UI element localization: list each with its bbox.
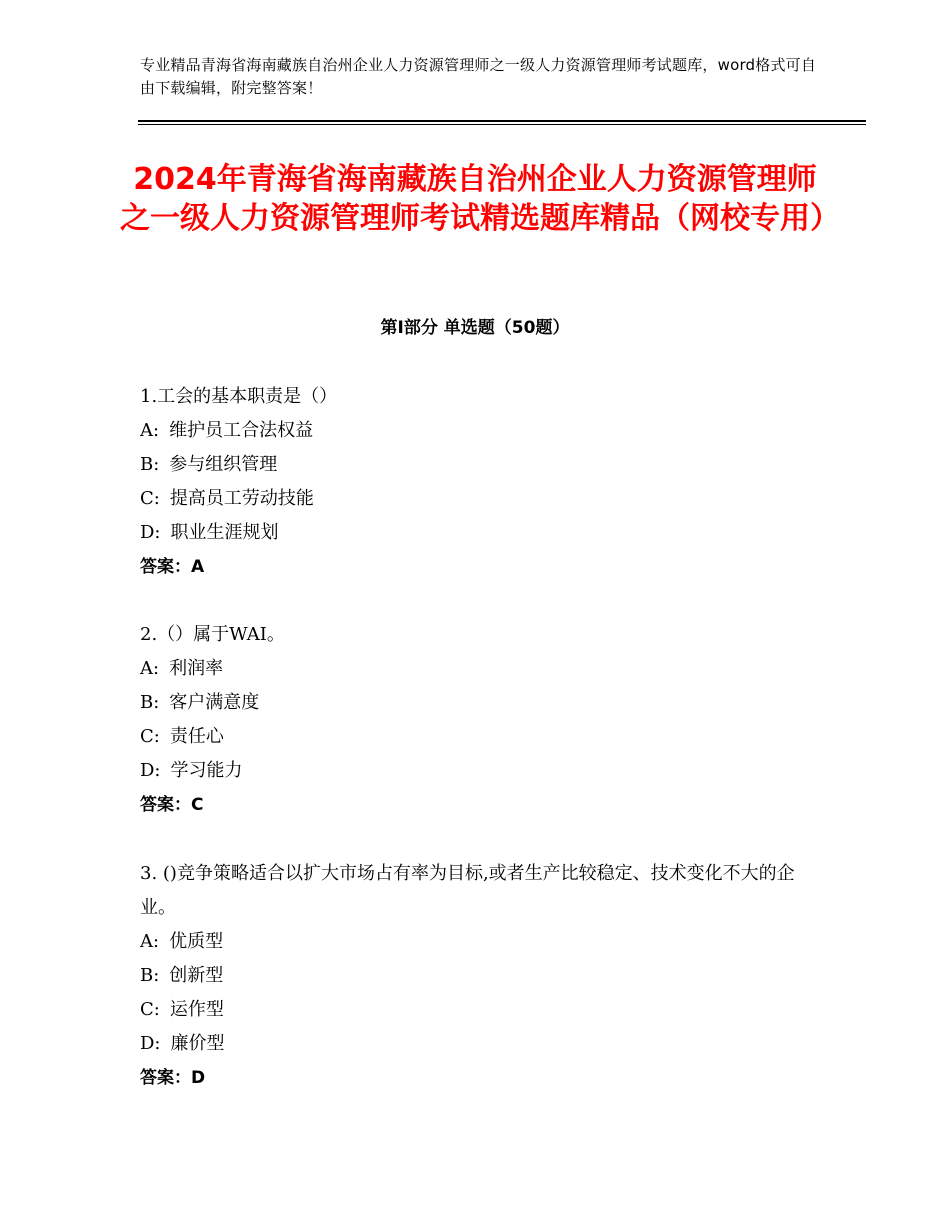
option-letter: B: (140, 692, 160, 713)
option-text: 职业生涯规划 (170, 522, 279, 543)
option-d (140, 1027, 820, 1061)
option-c (140, 482, 820, 516)
option-text: 提高员工劳动技能 (169, 488, 314, 509)
answer-line: 答案：A (140, 557, 205, 577)
option-d (140, 516, 820, 550)
question-stem: 2.（）属于WAI。 (140, 624, 285, 645)
option-letter: A: (140, 931, 160, 952)
option-b (140, 448, 820, 482)
option-text: 参与组织管理 (169, 454, 278, 475)
answer-line: 答案：C (140, 795, 204, 815)
option-letter: C: (140, 726, 160, 747)
option-text: 责任心 (169, 726, 224, 747)
option-d (140, 754, 820, 788)
option-letter: D: (140, 1033, 161, 1054)
option-letter: D: (140, 760, 161, 781)
option-text: 创新型 (169, 965, 224, 986)
question-1 (140, 380, 820, 584)
question-stem: 3. ()竞争策略适合以扩大市场占有率为目标,或者生产比较稳定、技术变化不大的企业。 (140, 863, 795, 918)
option-text: 运作型 (169, 999, 224, 1020)
option-a (140, 414, 820, 448)
header-divider-thin (138, 124, 866, 125)
option-letter: C: (140, 999, 160, 1020)
question-2 (140, 618, 820, 822)
option-text: 学习能力 (170, 760, 243, 781)
option-b (140, 686, 820, 720)
option-a (140, 652, 820, 686)
answer-line: 答案：D (140, 1068, 206, 1088)
option-text: 优质型 (169, 931, 224, 952)
option-text: 维护员工合法权益 (169, 420, 314, 441)
option-a (140, 925, 820, 959)
option-letter: D: (140, 522, 161, 543)
question-3 (140, 857, 820, 1095)
option-letter: C: (140, 488, 160, 509)
option-letter: B: (140, 965, 160, 986)
option-c (140, 720, 820, 754)
option-c (140, 993, 820, 1027)
option-letter: A: (140, 420, 160, 441)
header-note: 专业精品青海省海南藏族自治州企业人力资源管理师之一级人力资源管理师考试题库，word格式可自由下载编辑，附完整答案！ (140, 56, 817, 97)
option-text: 利润率 (169, 658, 224, 679)
option-letter: B: (140, 454, 160, 475)
section-heading: 第Ⅰ部分 单选题（50题） (380, 318, 570, 338)
header-divider-thick (138, 120, 866, 122)
option-letter: A: (140, 658, 160, 679)
option-text: 廉价型 (170, 1033, 225, 1054)
document-title: 2024年青海省海南藏族自治州企业人力资源管理师之一级人力资源管理师考试精选题库精品（网校专用） (120, 162, 840, 236)
option-text: 客户满意度 (169, 692, 260, 713)
option-b (140, 959, 820, 993)
question-stem: 1.工会的基本职责是（） (140, 386, 338, 407)
